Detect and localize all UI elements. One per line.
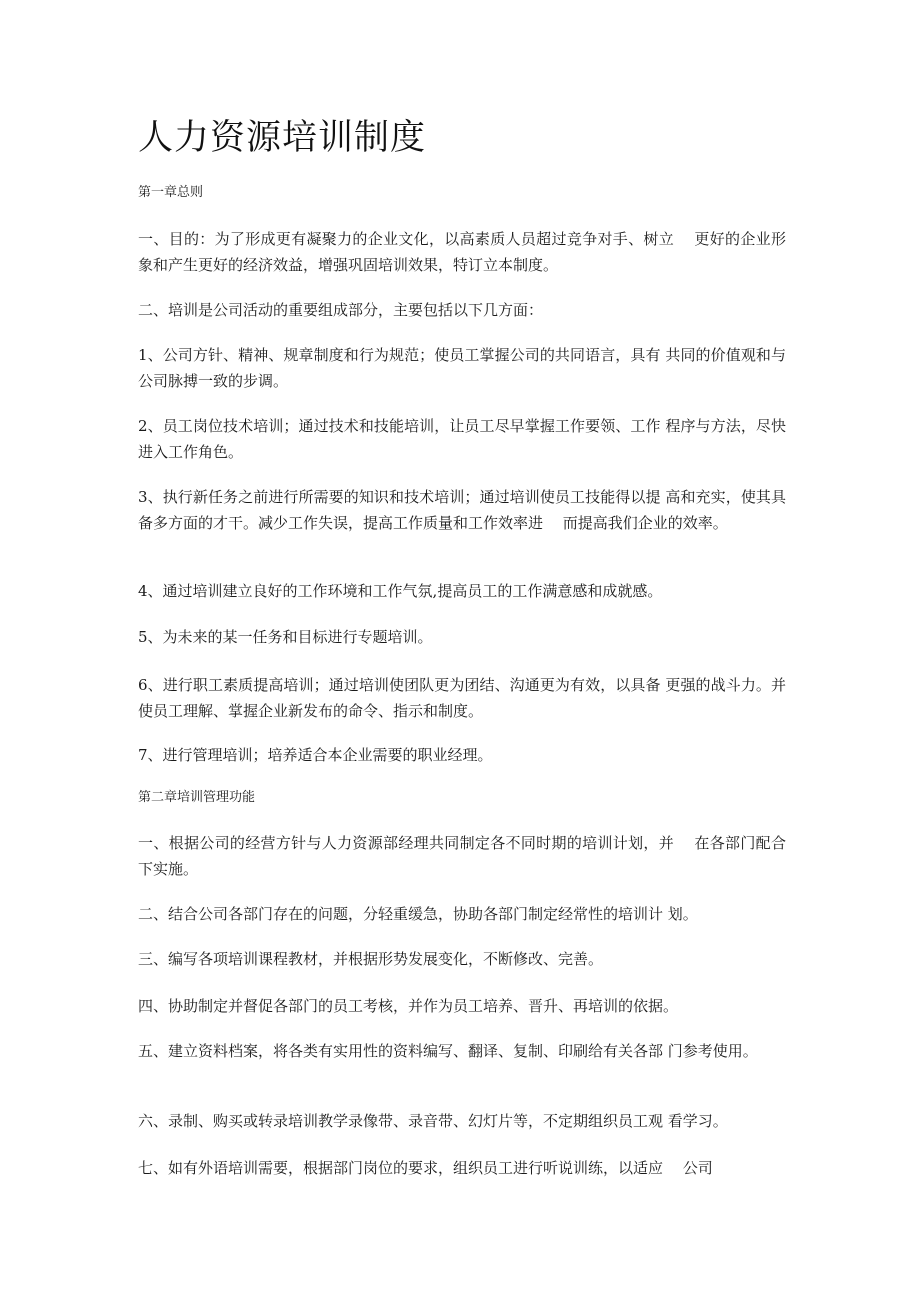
chapter-2-paragraph-7: 七、如有外语培训需要，根据部门岗位的要求，组织员工进行听说训练，以适应 公司: [138, 1159, 713, 1177]
chapter-2-paragraph-5: 五、建立资料档案，将各类有实用性的资料编写、翻译、复制、印刷给有关各部 门参考使用。: [138, 1042, 758, 1060]
chapter-2-heading: 第二章培训管理功能: [138, 790, 256, 805]
chapter-1-paragraph-3: 1、公司方针、精神、规章制度和行为规范；使员工掌握公司的共同语言，具有 共同的价值观和与公司脉搏一致的步调。: [138, 346, 786, 390]
chapter-1-paragraph-6: 4、通过培训建立良好的工作环境和工作气氛,提高员工的工作满意感和成就感。: [138, 582, 663, 600]
chapter-1-paragraph-1: 一、目的：为了形成更有凝聚力的企业文化，以高素质人员超过竞争对手、树立 更好的企业形象和产生更好的经济效益，增强巩固培训效果，特订立本制度。: [138, 230, 786, 274]
chapter-1-heading: 第一章总则: [138, 185, 204, 200]
chapter-1-paragraph-4: 2、员工岗位技术培训；通过技术和技能培训，让员工尽早掌握工作要领、工作 程序与方法，尽快进入工作角色。: [138, 417, 786, 461]
chapter-2-paragraph-2: 二、结合公司各部门存在的问题，分轻重缓急，协助各部门制定经常性的培训计 划。: [138, 905, 698, 923]
chapter-1-paragraph-2: 二、培训是公司活动的重要组成部分，主要包括以下几方面：: [138, 301, 544, 319]
chapter-2-paragraph-4: 四、协助制定并督促各部门的员工考核，并作为员工培养、晋升、再培训的依据。: [138, 997, 679, 1015]
chapter-2-paragraph-6: 六、录制、购买或转录培训教学录像带、录音带、幻灯片等，不定期组织员工观 看学习。: [138, 1112, 728, 1130]
chapter-1-paragraph-8: 6、进行职工素质提高培训；通过培训使团队更为团结、沟通更为有效，以具备 更强的战斗力。并使员工理解、掌握企业新发布的命令、指示和制度。: [138, 676, 786, 720]
chapter-2-paragraph-1: 一、根据公司的经营方针与人力资源部经理共同制定各不同时期的培训计划，并 在各部门配合下实施。: [138, 834, 786, 878]
chapter-1-paragraph-9: 7、进行管理培训；培养适合本企业需要的职业经理。: [138, 746, 493, 764]
document-title: 人力资源培训制度: [138, 118, 427, 158]
chapter-1-paragraph-7: 5、为未来的某一任务和目标进行专题培训。: [138, 628, 433, 646]
chapter-2-paragraph-3: 三、编写各项培训课程教材，并根据形势发展变化，不断修改、完善。: [138, 950, 604, 968]
chapter-1-paragraph-5: 3、执行新任务之前进行所需要的知识和技术培训；通过培训使员工技能得以提 高和充实，使其具备多方面的才干。减少工作失误，提高工作质量和工作效率进 而提高我们企业的效率。: [138, 488, 786, 532]
